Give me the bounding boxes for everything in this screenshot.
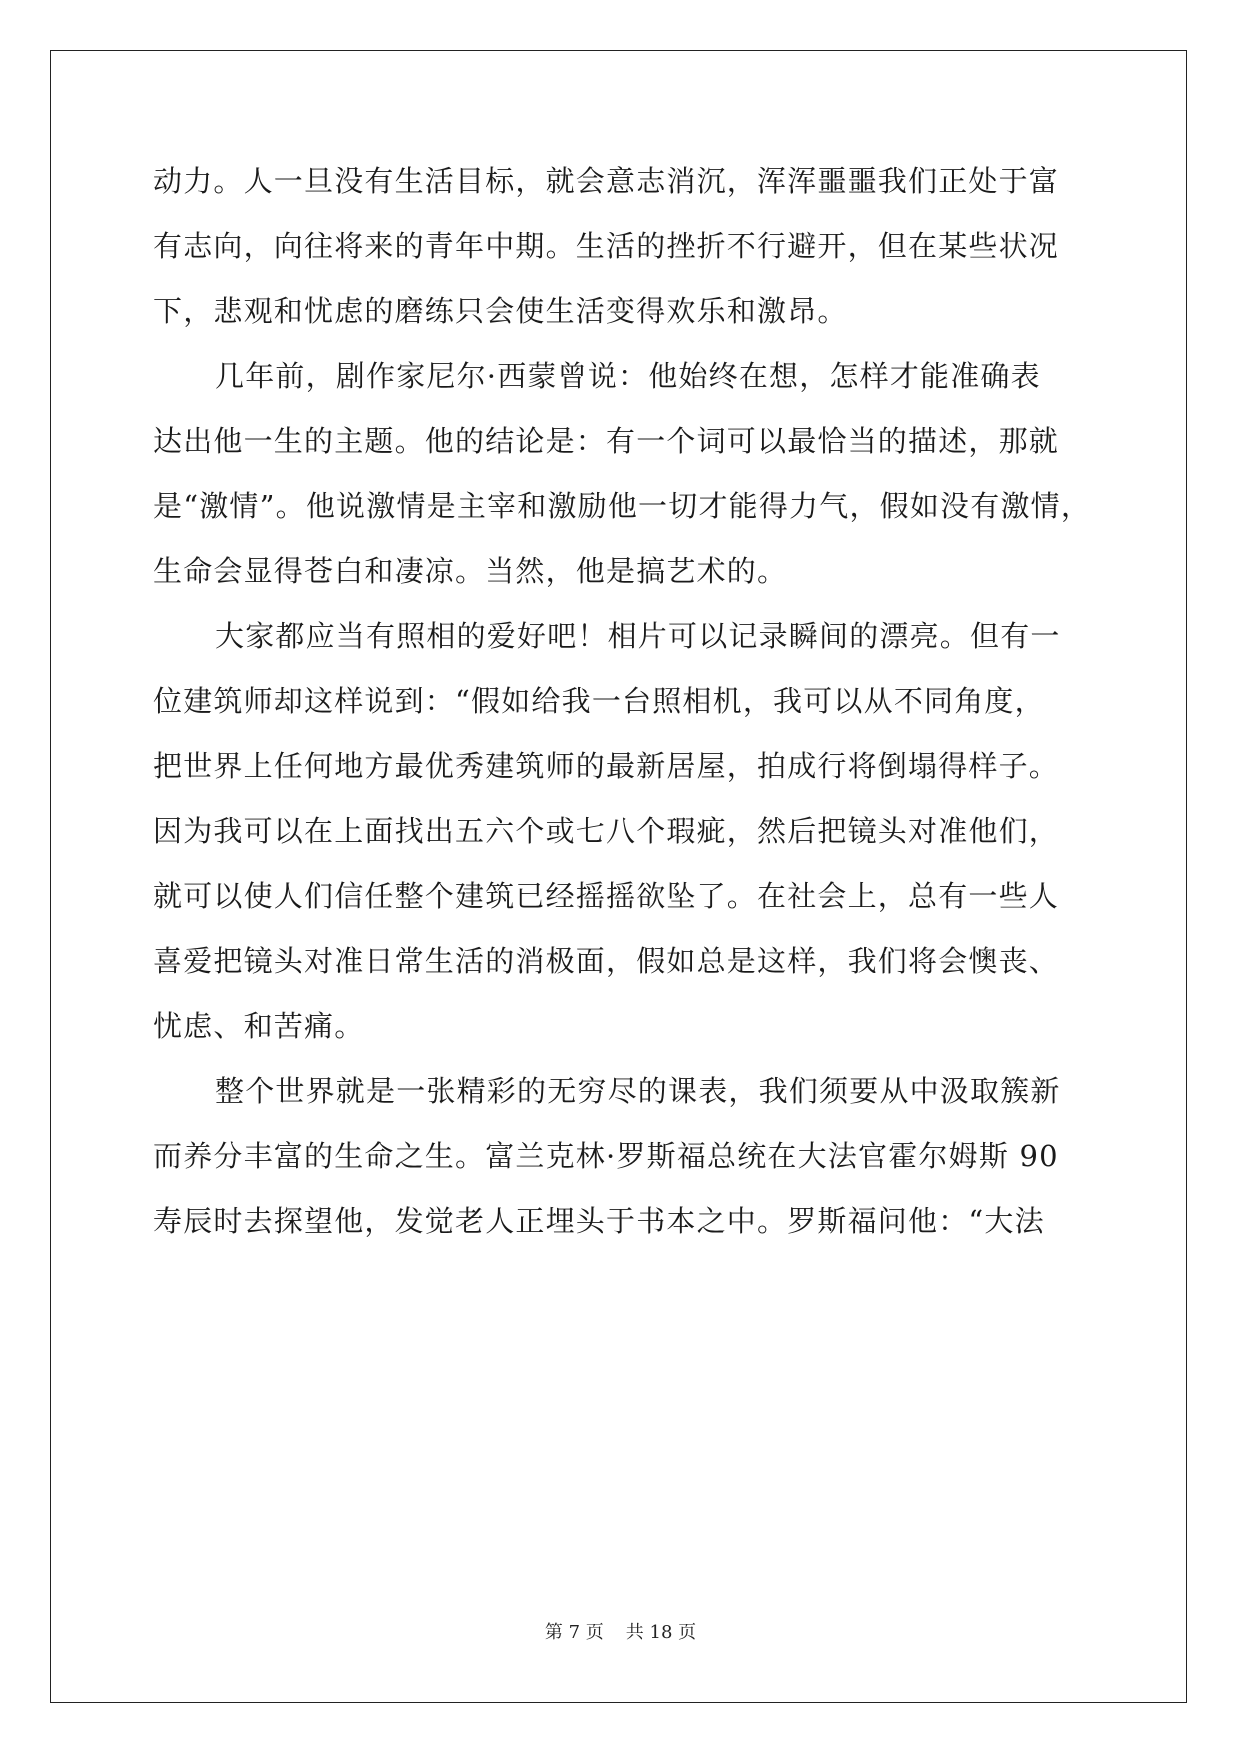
text-line: 整个世界就是一张精彩的无穷尽的课表，我们须要从中汲取簇新 [215,1074,1061,1108]
paragraph [153,619,1093,1074]
text-line: 大家都应当有照相的爱好吧！相片可以记录瞬间的漂亮。但有一 [215,619,1061,653]
text-line: 因为我可以在上面找出五六个或七八个瑕疵，然后把镜头对准他们， [153,814,1060,848]
text-line: 是“激情”。他说激情是主宰和激励他一切才能得力气，假如没有激情， [153,489,1092,523]
page-number-current: 第 7 页 [544,1622,604,1643]
text-line: 寿辰时去探望他，发觉老人正埋头于书本之中。罗斯福问他：“大法 [153,1204,1045,1238]
text-line: 动力。人一旦没有生活目标，就会意志消沉，浑浑噩噩我们正处于富 [153,164,1060,198]
text-line: 下，悲观和忧虑的磨练只会使生活变得欢乐和激昂。 [153,294,848,328]
page-number-total: 共 18 页 [625,1622,697,1643]
text-line: 生命会显得苍白和凄凉。当然，他是搞艺术的。 [153,554,788,588]
paragraph [153,359,1093,619]
text-line: 达出他一生的主题。他的结论是：有一个词可以最恰当的描述，那就 [153,424,1060,458]
text-line: 忧虑、和苦痛。 [153,1009,365,1043]
text-line: 把世界上任何地方最优秀建筑师的最新居屋，拍成行将倒塌得样子。 [153,749,1060,783]
text-line: 就可以使人们信任整个建筑已经摇摇欲坠了。在社会上，总有一些人 [153,879,1060,913]
text-line: 而养分丰富的生命之生。富兰克林·罗斯福总统在大法官霍尔姆斯 90 [153,1139,1059,1173]
paragraph [153,164,1093,359]
text-line: 几年前，剧作家尼尔·西蒙曾说：他始终在想，怎样才能准确表 [215,359,1041,393]
text-line: 位建筑师却这样说到：“假如给我一台照相机，我可以从不同角度， [153,684,1045,718]
text-line: 喜爱把镜头对准日常生活的消极面，假如总是这样，我们将会懊丧、 [153,944,1060,978]
paragraph [153,1074,1093,1269]
page-footer [0,1622,1241,1644]
text-line: 有志向，向往将来的青年中期。生活的挫折不行避开，但在某些状况 [153,229,1060,263]
document-body [153,164,1093,1269]
